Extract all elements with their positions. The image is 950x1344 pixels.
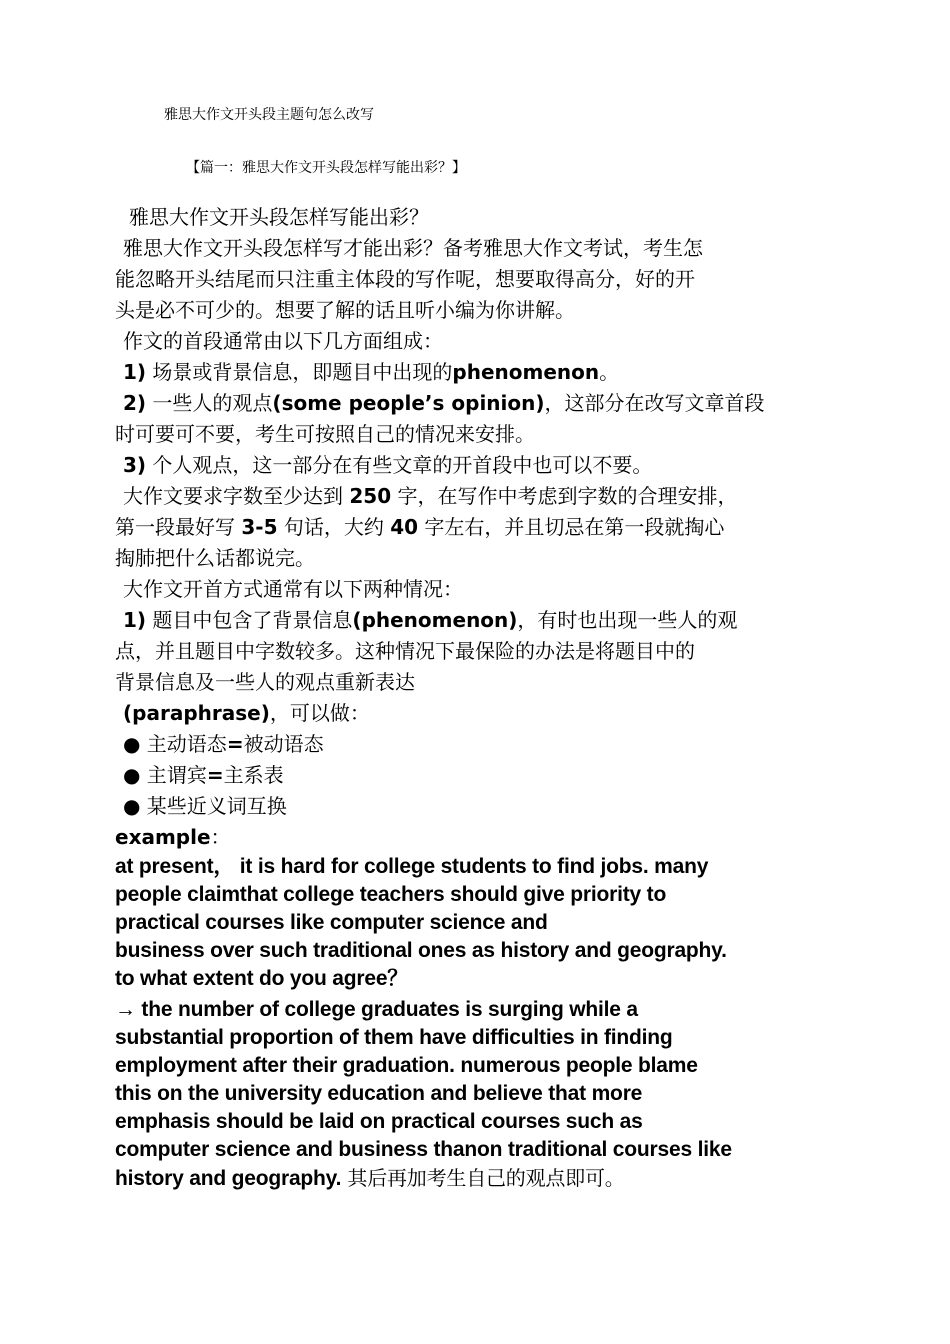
- answer-line: employment after their graduation. numerous people blame: [115, 1054, 698, 1077]
- word-count-l2-post: 字左右，并且切忌在第一段就掏心: [418, 515, 725, 539]
- bullet-item: [115, 791, 850, 822]
- document-body: [115, 202, 850, 1193]
- answer-last-en: history and geography.: [115, 1167, 342, 1190]
- document-title: 雅思大作文开头段主题句怎么改写: [164, 107, 374, 123]
- example-label: example: [115, 825, 211, 849]
- word-count-l2-mid: 句话，大约: [277, 515, 391, 539]
- point-1-end: 。: [599, 360, 620, 384]
- point-2-line-2: 时可要可不要，考生可按照自己的情况来安排。: [115, 422, 535, 446]
- case-1-line-3: 背景信息及一些人的观点重新表达: [115, 670, 415, 694]
- bullet-1-pre: ● 主动语态: [123, 732, 227, 756]
- word-count-sentences: 3-5: [241, 515, 278, 539]
- word-count-post: 字，在写作中考虑到字数的合理安排，: [391, 484, 738, 508]
- answer-line: computer science and business thanon traditional courses like: [115, 1138, 732, 1161]
- word-count-line-2: [115, 512, 850, 543]
- intro-line-2: 能忽略开头结尾而只注重主体段的写作呢，想要取得高分，好的开: [115, 267, 695, 291]
- composition-intro: 作文的首段通常由以下几方面组成：: [123, 329, 443, 353]
- case-1: [115, 605, 850, 636]
- point-1-text: 场景或背景信息，即题目中出现的: [152, 360, 453, 384]
- point-3-text: 个人观点，这一部分在有些文章的开首段中也可以不要。: [152, 453, 653, 477]
- point-2-end: ，这部分在改写文章首段: [544, 391, 765, 415]
- example-line: practical courses like computer science and: [115, 911, 548, 934]
- word-count-l2-pre: 第一段最好写: [115, 515, 242, 539]
- bullet-item: [115, 760, 850, 791]
- example-line: people claimthat college teachers should give priority to: [115, 883, 667, 906]
- bullet-1-eq: =: [226, 732, 244, 756]
- point-2: [115, 388, 850, 419]
- answer-line: substantial proportion of them have difficulties in finding: [115, 1026, 673, 1049]
- case-1-term: (phenomenon): [352, 608, 518, 632]
- case-1-number: 1): [123, 608, 147, 632]
- point-2-number: 2): [123, 391, 147, 415]
- point-3: [115, 450, 850, 481]
- example-colon: ：: [210, 825, 231, 849]
- bullet-3-pre: ● 某些近义词互换: [123, 794, 287, 818]
- case-1-text: 题目中包含了背景信息: [152, 608, 353, 632]
- bullet-2-pre: ● 主谓宾: [123, 763, 207, 787]
- point-3-number: 3): [123, 453, 147, 477]
- example-question: [115, 853, 850, 1193]
- bullet-2-post: 主系表: [223, 763, 284, 787]
- section-subtitle: 【篇一：雅思大作文开头段怎样写能出彩？】: [186, 160, 466, 176]
- point-2-text: 一些人的观点: [152, 391, 273, 415]
- bullet-2-eq: =: [206, 763, 224, 787]
- answer-line: → the number of college graduates is surging while a: [115, 998, 638, 1021]
- example-label-line: [115, 822, 850, 853]
- intro-line-1: 雅思大作文开头段怎样写才能出彩？备考雅思大作文考试，考生怎: [123, 236, 703, 260]
- word-count-words: 40: [390, 515, 419, 539]
- opening-intro: 大作文开首方式通常有以下两种情况：: [123, 577, 463, 601]
- point-2-term: (some people’s opinion): [272, 391, 545, 415]
- intro-line-3: 头是必不可少的。想要了解的话且听小编为你讲解。: [115, 298, 575, 322]
- answer-last-cn: 其后再加考生自己的观点即可。: [341, 1166, 625, 1190]
- word-count-pre: 大作文要求字数至少达到: [123, 484, 350, 508]
- word-count-line-3: 掏肺把什么话都说完。: [115, 546, 315, 570]
- case-1-end: ，有时也出现一些人的观: [517, 608, 738, 632]
- word-count-number: 250: [349, 484, 392, 508]
- example-line: at present， it is hard for college students to find jobs. many: [115, 855, 709, 878]
- bullet-1-post: 被动语态: [243, 732, 324, 756]
- case-1-line-4-end: ，可以做：: [269, 701, 370, 725]
- bullet-item: [115, 729, 850, 760]
- example-line: to what extent do you agree？: [115, 967, 409, 990]
- answer-line: emphasis should be laid on practical courses such as: [115, 1110, 643, 1133]
- article-heading: 雅思大作文开头段怎样写能出彩？: [129, 205, 429, 229]
- paraphrase-term: (paraphrase): [123, 701, 270, 725]
- case-1-line-2: 点，并且题目中字数较多。这种情况下最保险的办法是将题目中的: [115, 639, 695, 663]
- case-1-line-4: [115, 698, 850, 729]
- example-line: business over such traditional ones as history and geography.: [115, 939, 727, 962]
- point-1: [115, 357, 850, 388]
- point-1-term: phenomenon: [452, 360, 600, 384]
- point-1-number: 1): [123, 360, 147, 384]
- word-count-line-1: [115, 481, 850, 512]
- answer-line: this on the university education and believe that more: [115, 1082, 643, 1105]
- answer-last-line: [115, 1164, 850, 1193]
